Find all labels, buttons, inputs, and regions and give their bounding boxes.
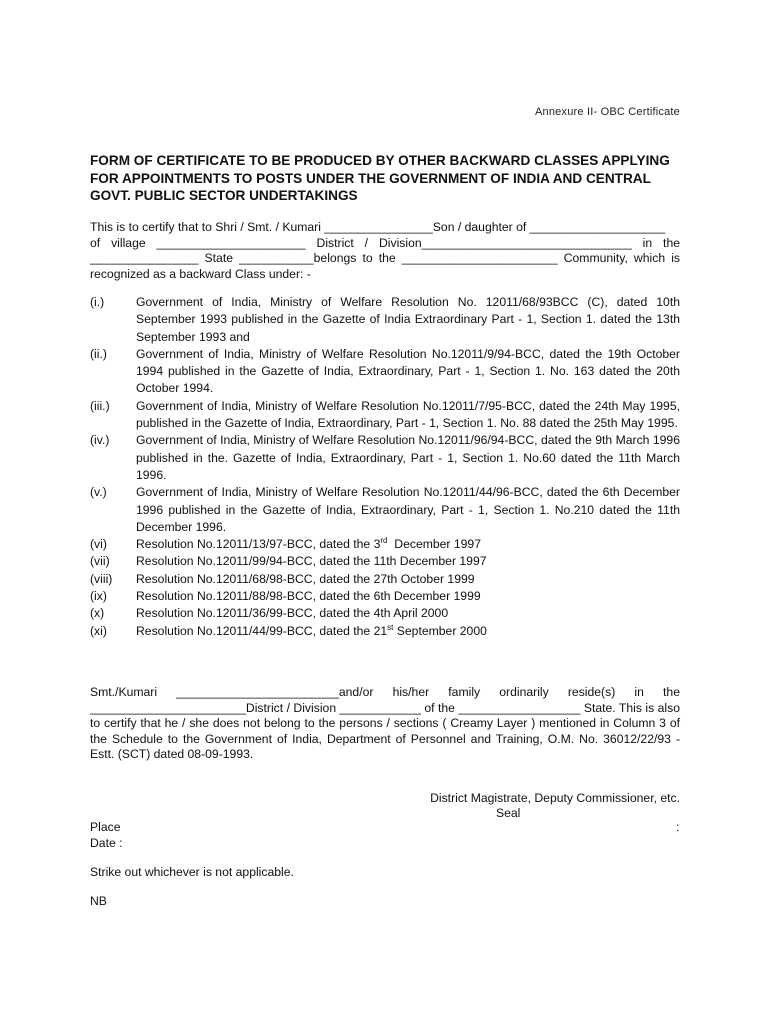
resolutions-list — [90, 294, 680, 640]
item-text — [136, 623, 680, 640]
signatory-title: District Magistrate, Deputy Commissioner, etc. — [430, 791, 680, 805]
item-text — [136, 536, 680, 553]
item-number: (vi) — [90, 537, 107, 552]
footnote: Strike out whichever is not applicable. — [90, 865, 294, 879]
annexure-label: Annexure II- OBC Certificate — [535, 106, 680, 118]
item-text-pre: Resolution No.12011/44/99-BCC, dated the 21 — [136, 623, 388, 638]
item-number: (vii) — [90, 554, 110, 569]
item-text: Government of India, Ministry of Welfare Resolution No.12011/9/94-BCC, dated the 19th October 1994 published in the Gazette of India, Extraordinary, Part - 1, Section 1. No. 163 dated the 20th October 1994. — [136, 346, 680, 396]
list-item — [90, 346, 680, 398]
item-number: (iii.) — [90, 398, 110, 413]
place-label: Place — [90, 820, 121, 834]
seal-label: Seal — [496, 806, 521, 820]
intro-body: of village ______________________ District / Division_______________________________ in the ________________ State ___________belongs to the _______________________ Community, which is recognized as a backward Class under: - — [90, 235, 680, 281]
intro-paragraph — [90, 220, 680, 282]
item-text: Resolution No.12011/68/98-BCC, dated the 27th October 1999 — [136, 571, 475, 586]
item-number: (i.) — [90, 295, 105, 309]
list-item — [90, 294, 680, 346]
item-text: Government of India, Ministry of Welfare Resolution No. 12011/68/93BCC (C), dated 10th September 1993 published in the Gazette of India Extraordinary Part - 1, Section 1. dated the 13th September 1993 and — [136, 295, 680, 344]
item-number: (ii.) — [90, 346, 107, 361]
place-colon: : — [676, 820, 680, 834]
item-text-post: September 2000 — [393, 623, 487, 638]
declaration-paragraph: Smt./Kumari ________________________and/or his/her family ordinarily reside(s) in the _______________________District / Division ____________ of the __________________ State. This is also to certify that he / she does not belong to the persons / sections ( Creamy Layer ) mentioned in Column 3 of the Schedule to the Government of India, Department of Personnel and Training, O.M. No. 36012/22/93 - Estt. (SCT) dated 08-09-1993. — [90, 685, 680, 761]
item-text: Resolution No.12011/36/99-BCC, dated the 4th April 2000 — [136, 606, 449, 621]
list-item — [90, 623, 680, 640]
item-number: (viii) — [90, 571, 113, 586]
item-number: (v.) — [90, 485, 107, 500]
list-item — [90, 536, 680, 553]
item-number: (x) — [90, 606, 105, 621]
ordinal-suffix: st — [387, 622, 394, 632]
list-item — [90, 553, 680, 570]
date-label: Date : — [90, 836, 123, 850]
item-text-post: December 1997 — [387, 537, 481, 552]
item-text: Government of India, Ministry of Welfare Resolution No.12011/44/96-BCC, dated the 6th December 1996 published in the Gazette of India, Extraordinary, Part - 1, Section 1. No.210 dated the 11th December 1996. — [136, 485, 680, 534]
list-item — [90, 588, 680, 605]
item-text: Government of India, Ministry of Welfare Resolution No.12011/96/94-BCC, dated the 9th March 1996 published in the. Gazette of India, Extraordinary, Part - 1, Section 1. No.60 dated the 11th March 1996. — [136, 433, 680, 482]
item-text-pre: Resolution No.12011/13/97-BCC, dated the 3 — [136, 537, 381, 552]
item-number: (ix) — [90, 589, 107, 604]
list-item — [90, 605, 680, 622]
certificate-title: FORM OF CERTIFICATE TO BE PRODUCED BY OTHER BACKWARD CLASSES APPLYING FOR APPOINTMENTS TO POSTS UNDER THE GOVERNMENT OF INDIA AND CENTRAL GOVT. PUBLIC SECTOR UNDERTAKINGS — [90, 153, 670, 203]
ordinal-suffix: rd — [380, 536, 388, 546]
list-item — [90, 398, 680, 433]
list-item — [90, 484, 680, 536]
list-item — [90, 432, 680, 484]
list-item — [90, 571, 680, 588]
item-text: Resolution No.12011/99/94-BCC, dated the 11th December 1997 — [136, 554, 487, 569]
item-number: (iv.) — [90, 433, 110, 448]
nb-label: NB — [90, 894, 107, 908]
intro-line-1: This is to certify that to Shri / Smt. / Kumari ________________Son / daughter of ____________________ — [90, 220, 666, 234]
item-number: (xi) — [90, 623, 107, 638]
item-text: Government of India, Ministry of Welfare Resolution No.12011/7/95-BCC, dated the 24th May 1995, published in the Gazette of India, Extraordinary, Part - 1, Section 1. No. 88 dated the 25th May 1995. — [136, 398, 680, 431]
item-text: Resolution No.12011/88/98-BCC, dated the 6th December 1999 — [136, 589, 481, 604]
